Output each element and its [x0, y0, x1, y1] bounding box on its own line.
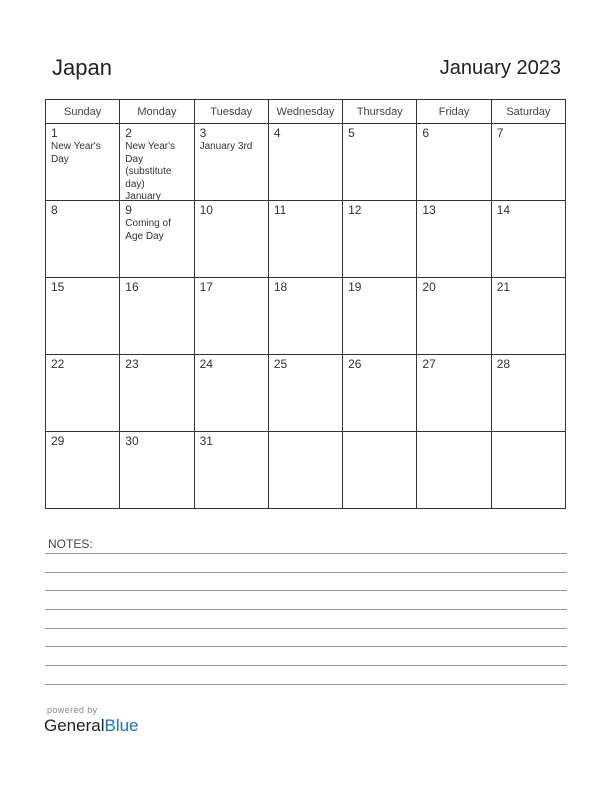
day-number: 13: [422, 203, 436, 217]
weekday-header-row: [46, 100, 566, 124]
day-number: 1: [51, 126, 58, 140]
holiday-label: New Year's Day: [51, 141, 101, 165]
day-number: 14: [496, 203, 511, 217]
day-number: 30: [125, 434, 139, 448]
brand-logo: [44, 716, 139, 736]
calendar-day-cell: [491, 201, 565, 278]
day-number: 19: [348, 280, 362, 294]
day-number: 27: [422, 357, 436, 371]
calendar-day-cell: [46, 278, 120, 355]
weekday-header: Tuesday: [194, 100, 268, 124]
holiday-label: Coming of Age Day: [125, 218, 171, 242]
calendar-day-cell: [120, 355, 194, 432]
day-number: 29: [51, 434, 65, 448]
weekday-header: Wednesday: [268, 100, 342, 124]
calendar-week-row: [46, 432, 566, 509]
day-number: 20: [422, 280, 436, 294]
calendar-day-cell: [417, 201, 491, 278]
calendar-day-cell: [491, 278, 565, 355]
day-number: 22: [51, 357, 65, 371]
powered-by-text: powered by: [47, 705, 98, 715]
day-number: 2: [125, 126, 132, 140]
day-number: 3: [199, 126, 207, 140]
month-title: January 2023: [439, 57, 561, 79]
day-number: 23: [125, 357, 139, 371]
calendar-day-cell: [343, 124, 417, 201]
weekday-header: Sunday: [46, 100, 120, 124]
calendar-day-cell: [268, 201, 342, 278]
calendar-day-cell: [46, 124, 120, 201]
calendar-day-cell: [120, 201, 194, 278]
day-number: 25: [273, 357, 288, 371]
calendar-day-cell: [120, 432, 194, 509]
day-number: 31: [199, 434, 213, 448]
note-line: [45, 609, 567, 610]
note-line: [45, 553, 567, 554]
day-number: 26: [348, 357, 362, 371]
day-number: 28: [496, 357, 511, 371]
weekday-header: Friday: [417, 100, 491, 124]
day-number: 4: [273, 126, 281, 140]
calendar-day-cell: [417, 278, 491, 355]
calendar-day-cell: [343, 201, 417, 278]
calendar-grid: [45, 99, 566, 509]
calendar-day-cell: [417, 124, 491, 201]
calendar-week-row: [46, 278, 566, 355]
day-number: 16: [125, 280, 139, 294]
calendar-day-cell: [417, 432, 491, 509]
calendar-day-cell: [268, 432, 342, 509]
note-line: [45, 572, 567, 573]
country-title: Japan: [52, 55, 112, 80]
weekday-header: Saturday: [491, 100, 565, 124]
day-number: 8: [51, 203, 58, 217]
calendar-day-cell: [120, 124, 194, 201]
calendar-day-cell: [491, 355, 565, 432]
calendar-day-cell: [194, 278, 268, 355]
day-number: 12: [348, 203, 362, 217]
day-number: 5: [348, 126, 355, 140]
day-number: 21: [496, 280, 511, 294]
calendar-week-row: [46, 124, 566, 201]
weekday-header: Monday: [120, 100, 194, 124]
calendar-day-cell: [268, 278, 342, 355]
calendar-day-cell: [491, 124, 565, 201]
brand-general-text: General: [44, 716, 105, 735]
brand-blue-text: Blue: [104, 716, 139, 735]
note-line: [45, 628, 567, 629]
day-number: 24: [199, 357, 213, 371]
day-number: 9: [125, 203, 132, 217]
calendar-day-cell: [417, 355, 491, 432]
calendar-day-cell: [194, 355, 268, 432]
note-line: [45, 590, 567, 591]
calendar-day-cell: [194, 432, 268, 509]
calendar-day-cell: [268, 124, 342, 201]
day-number: 6: [422, 126, 430, 140]
calendar-day-cell: [46, 355, 120, 432]
calendar-day-cell: [343, 355, 417, 432]
calendar-day-cell: [268, 355, 342, 432]
calendar-day-cell: [46, 432, 120, 509]
calendar-day-cell: [343, 432, 417, 509]
calendar-day-cell: [194, 201, 268, 278]
day-number: 10: [199, 203, 213, 217]
note-line: [45, 665, 567, 666]
holiday-label: New Year's Day (substitute day) January: [125, 141, 175, 202]
calendar-day-cell: [46, 201, 120, 278]
day-number: 15: [51, 280, 65, 294]
calendar-day-cell: [343, 278, 417, 355]
calendar-body: [46, 124, 566, 509]
notes-label: NOTES:: [48, 537, 93, 551]
calendar-week-row: [46, 355, 566, 432]
day-number: 7: [496, 126, 504, 140]
note-line: [45, 646, 567, 647]
holiday-label: January 3rd: [199, 141, 253, 152]
day-number: 11: [273, 203, 287, 217]
calendar-day-cell: [120, 278, 194, 355]
day-number: 17: [199, 280, 213, 294]
note-line: [45, 684, 567, 685]
weekday-header: Thursday: [343, 100, 417, 124]
day-number: 18: [273, 280, 288, 294]
calendar-day-cell: [194, 124, 268, 201]
calendar-week-row: [46, 201, 566, 278]
calendar-day-cell: [491, 432, 565, 509]
